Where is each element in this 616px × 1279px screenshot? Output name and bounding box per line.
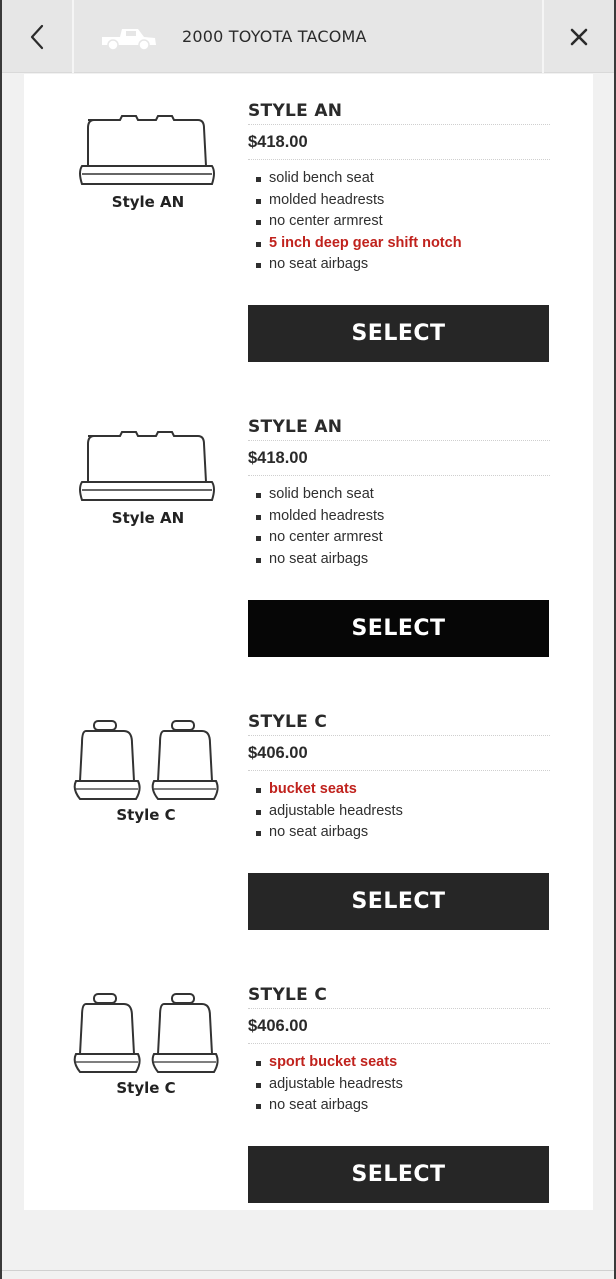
- feature-item: no center armrest: [248, 527, 550, 549]
- product-info: [248, 414, 550, 570]
- vehicle-title: 2000 TOYOTA TACOMA: [182, 27, 367, 46]
- product-info: [248, 98, 550, 276]
- bench-seat-icon: [72, 110, 222, 220]
- feature-item-highlight: sport bucket seats: [248, 1052, 550, 1074]
- select-button[interactable]: SELECT: [248, 305, 549, 362]
- seat-caption: Style AN: [111, 193, 185, 211]
- close-button[interactable]: [542, 0, 614, 73]
- style-name: STYLE C: [248, 985, 328, 1005]
- footer-divider: [2, 1270, 614, 1271]
- feature-item: no seat airbags: [248, 1095, 550, 1117]
- feature-item: no seat airbags: [248, 549, 550, 571]
- feature-item: adjustable headrests: [248, 1074, 550, 1096]
- bucket-seats-icon: [72, 717, 222, 827]
- sport-bucket-seats-icon: [72, 990, 222, 1100]
- feature-item: solid bench seat: [248, 168, 550, 190]
- feature-list: [248, 160, 550, 276]
- bench-seat-icon: [72, 426, 222, 536]
- feature-item: no seat airbags: [248, 254, 550, 276]
- header-bar: [2, 0, 614, 73]
- style-name: STYLE AN: [248, 417, 343, 437]
- feature-item: adjustable headrests: [248, 801, 550, 823]
- price: $406.00: [248, 1017, 308, 1035]
- pickup-truck-icon: [100, 24, 158, 52]
- close-x-icon: [569, 27, 589, 47]
- seat-caption: Style AN: [111, 509, 185, 527]
- select-button[interactable]: SELECT: [248, 600, 549, 657]
- price: $406.00: [248, 744, 308, 762]
- back-button[interactable]: [2, 0, 74, 73]
- select-button[interactable]: SELECT: [248, 1146, 549, 1203]
- feature-item: no seat airbags: [248, 822, 550, 844]
- feature-item: no center armrest: [248, 211, 550, 233]
- feature-item: solid bench seat: [248, 484, 550, 506]
- price: $418.00: [248, 133, 308, 151]
- feature-list: [248, 476, 550, 570]
- product-info: [248, 709, 550, 844]
- feature-list: [248, 771, 550, 844]
- price: $418.00: [248, 449, 308, 467]
- feature-item: molded headrests: [248, 506, 550, 528]
- select-button[interactable]: SELECT: [248, 873, 549, 930]
- seat-caption: Style C: [116, 1079, 176, 1097]
- feature-item-highlight: 5 inch deep gear shift notch: [248, 233, 550, 255]
- chevron-left-icon: [28, 24, 46, 50]
- feature-item: molded headrests: [248, 190, 550, 212]
- feature-list: [248, 1044, 550, 1117]
- seat-caption: Style C: [116, 806, 176, 824]
- feature-item-highlight: bucket seats: [248, 779, 550, 801]
- product-info: [248, 982, 550, 1117]
- product-list: [24, 74, 593, 1210]
- style-name: STYLE C: [248, 712, 328, 732]
- style-name: STYLE AN: [248, 101, 343, 121]
